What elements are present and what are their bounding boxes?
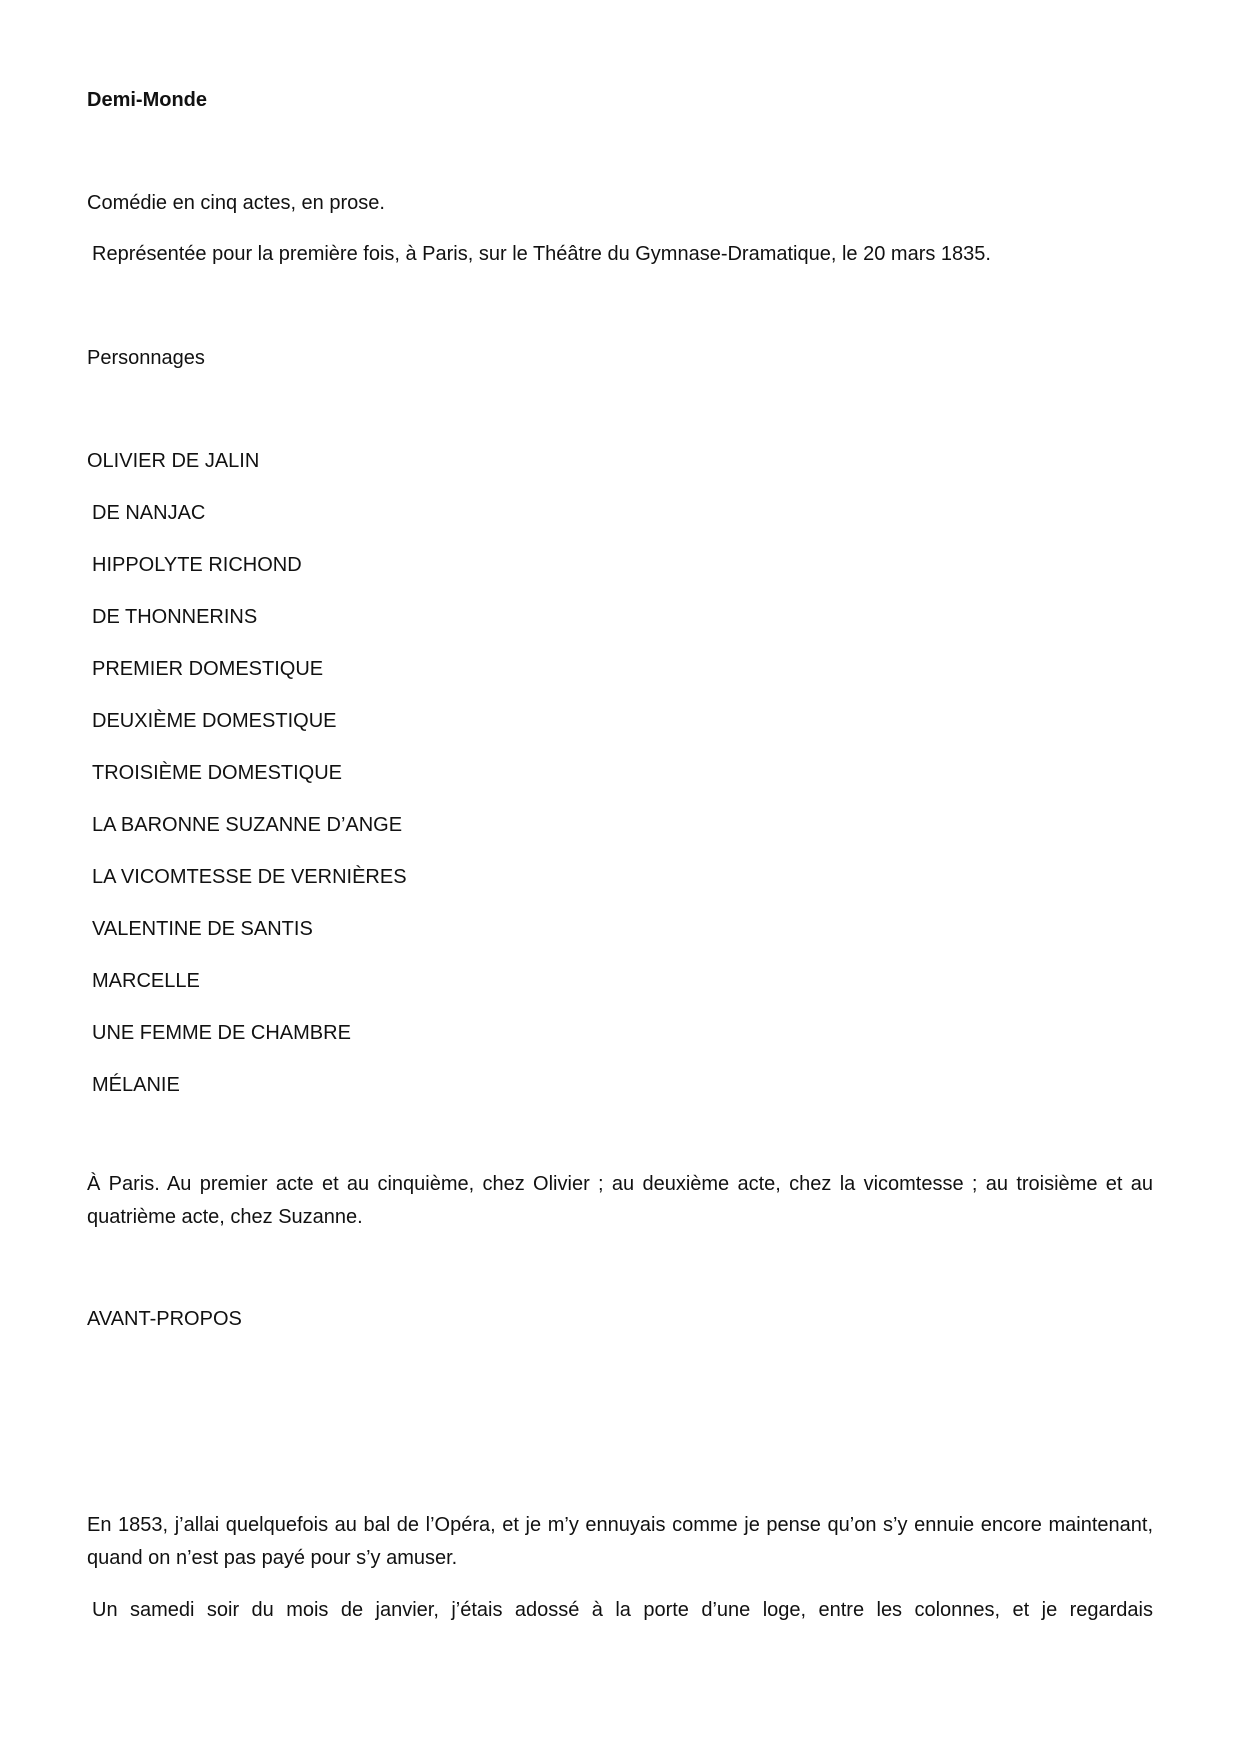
character-item: PREMIER DOMESTIQUE [92,658,324,680]
paragraph-1: En 1853, j’allai quelquefois au bal de l’Opéra, et je m’y ennuyais comme je pense qu’on s’y ennuie encore maintenant, quand on n’est pas payé pour s’y amuser. [87,1514,1153,1569]
character-item: DE THONNERINS [92,606,258,628]
character-item: LA BARONNE SUZANNE D’ANGE [92,814,403,836]
document-title: Demi-Monde [87,89,207,111]
personnages-heading: Personnages [87,347,205,369]
character-item: LA VICOMTESSE DE VERNIÈRES [92,866,407,888]
character-item: HIPPOLYTE RICHOND [92,554,302,576]
paragraph-2: Un samedi soir du mois de janvier, j’étais adossé à la porte d’une loge, entre les colonnes, et je regardais [92,1599,1153,1621]
character-item: MÉLANIE [92,1074,180,1096]
character-item: OLIVIER DE JALIN [87,450,260,472]
character-item: UNE FEMME DE CHAMBRE [92,1022,351,1044]
character-item: VALENTINE DE SANTIS [92,918,313,940]
character-item: DE NANJAC [92,502,206,524]
character-item: MARCELLE [92,970,200,992]
character-item: DEUXIÈME DOMESTIQUE [92,710,337,732]
character-item: TROISIÈME DOMESTIQUE [92,762,343,784]
premiere-note: Représentée pour la première fois, à Paris, sur le Théâtre du Gymnase-Dramatique, le 20 mars 1835. [92,243,991,265]
setting-paragraph: À Paris. Au premier acte et au cinquième, chez Olivier ; au deuxième acte, chez la vicomtesse ; au troisième et au quatrième acte, chez Suzanne. [87,1173,1153,1228]
subtitle: Comédie en cinq actes, en prose. [87,192,385,214]
avant-propos-heading: AVANT-PROPOS [87,1308,242,1330]
